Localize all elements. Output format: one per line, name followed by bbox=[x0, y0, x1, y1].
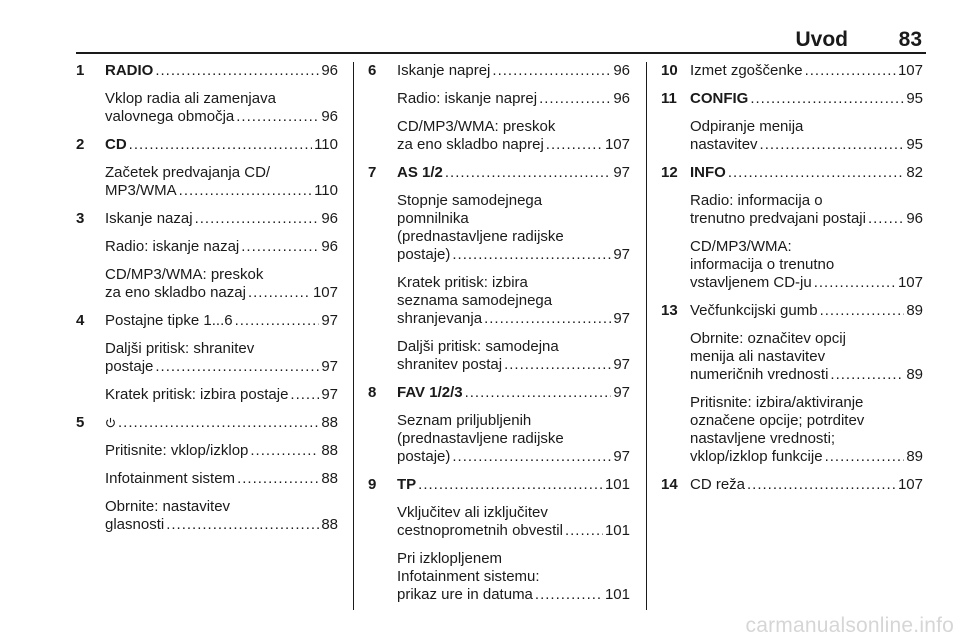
subentry-text: Kratek pritisk: izbira bbox=[397, 274, 528, 291]
subentry-text: Radio: iskanje nazaj bbox=[105, 238, 240, 255]
index-item-13 bbox=[661, 302, 923, 466]
item-label: CD bbox=[105, 136, 127, 153]
subentry-text: prikaz ure in datuma bbox=[397, 586, 533, 603]
item-label: Postajne tipke 1...6 bbox=[105, 312, 233, 329]
index-item-11 bbox=[661, 90, 923, 154]
page-ref[interactable]: 88 bbox=[321, 516, 338, 533]
item-number: 6 bbox=[368, 62, 377, 79]
item-number: 4 bbox=[76, 312, 85, 329]
page-header bbox=[76, 28, 926, 52]
item-label: CD reža bbox=[690, 476, 746, 493]
subentry-text: MP3/WMA bbox=[105, 182, 177, 199]
item-number: 14 bbox=[661, 476, 678, 493]
page-ref[interactable]: 97 bbox=[613, 384, 630, 401]
subentry-text: valovnega območja bbox=[105, 108, 235, 125]
subentry-text: shranitev postaj bbox=[397, 356, 503, 373]
index-item-8 bbox=[368, 384, 630, 466]
subentry-text: Odpiranje menija bbox=[690, 118, 804, 135]
item-number: 1 bbox=[76, 62, 85, 79]
subentry-text: informacija o trenutno bbox=[690, 256, 835, 273]
index-item-9 bbox=[368, 476, 630, 604]
page-ref[interactable]: 96 bbox=[321, 108, 338, 125]
subentry-text: numeričnih vrednosti bbox=[690, 366, 829, 383]
subentry-text: vklop/izklop funkcije bbox=[690, 448, 823, 465]
item-label: Izmet zgoščenke bbox=[690, 62, 803, 79]
item-number: 8 bbox=[368, 384, 377, 401]
page-ref[interactable]: 96 bbox=[321, 210, 338, 227]
page-ref[interactable]: 97 bbox=[613, 356, 630, 373]
column-divider bbox=[353, 62, 354, 610]
index-item-6 bbox=[368, 62, 630, 154]
header-rule bbox=[76, 52, 926, 54]
index-item-3 bbox=[76, 210, 338, 302]
subentry-text: Začetek predvajanja CD/ bbox=[105, 164, 271, 181]
subentry-text: trenutno predvajani postaji bbox=[690, 210, 866, 227]
subentry-text: CD/MP3/WMA: preskok bbox=[397, 118, 556, 135]
subentry-text: Seznam priljubljenih bbox=[397, 412, 532, 429]
subentry-text: Radio: iskanje naprej bbox=[397, 90, 538, 107]
item-number: 9 bbox=[368, 476, 377, 493]
item-label: FAV 1/2/3 bbox=[397, 384, 463, 401]
page-ref[interactable]: 96 bbox=[321, 238, 338, 255]
page-ref[interactable]: 107 bbox=[897, 274, 923, 291]
subentry-text: Vključitev ali izključitev bbox=[397, 504, 548, 521]
index-item-2 bbox=[76, 136, 338, 200]
subentry-text: (prednastavljene radijske bbox=[397, 228, 564, 245]
page-ref[interactable]: 96 bbox=[321, 62, 338, 79]
item-label: Večfunkcijski gumb bbox=[690, 302, 818, 319]
index-item-5 bbox=[76, 414, 338, 534]
index-column-2 bbox=[368, 62, 630, 604]
page-ref[interactable]: 96 bbox=[906, 210, 923, 227]
subentry-text: postaje bbox=[105, 358, 154, 375]
item-number: 7 bbox=[368, 164, 377, 181]
page-ref[interactable]: 107 bbox=[604, 136, 630, 153]
page-ref[interactable]: 107 bbox=[897, 62, 923, 79]
page-ref[interactable]: 110 bbox=[314, 136, 338, 153]
page-ref[interactable]: 82 bbox=[906, 164, 923, 181]
item-number: 12 bbox=[661, 164, 678, 181]
page-ref[interactable]: 89 bbox=[906, 366, 923, 383]
page-ref[interactable]: 107 bbox=[897, 476, 923, 493]
item-label: CONFIG bbox=[690, 90, 749, 107]
subentry-text: Daljši pritisk: samodejna bbox=[397, 338, 559, 355]
subentry-text: Infotainment sistem bbox=[105, 470, 236, 487]
subentry-text: menija ali nastavitev bbox=[690, 348, 826, 365]
page-ref[interactable]: 101 bbox=[604, 476, 630, 493]
item-number: 2 bbox=[76, 136, 85, 153]
page-ref[interactable]: 97 bbox=[321, 386, 338, 403]
item-label: INFO bbox=[690, 164, 726, 181]
page-ref[interactable]: 88 bbox=[321, 414, 338, 431]
subentry-text: Infotainment sistemu: bbox=[397, 568, 540, 585]
index-column-1 bbox=[76, 62, 338, 534]
column-divider bbox=[646, 62, 647, 610]
subentry-text: nastavitev bbox=[690, 136, 758, 153]
page-ref[interactable]: 88 bbox=[321, 442, 338, 459]
subentry-text: postaje) bbox=[397, 246, 451, 263]
item-number: 5 bbox=[76, 414, 85, 431]
page-ref[interactable]: 110 bbox=[314, 182, 338, 199]
page-ref[interactable]: 101 bbox=[604, 522, 630, 539]
subentry-text: Pritisnite: vklop/izklop bbox=[105, 442, 249, 459]
subentry-text: Pritisnite: izbira/aktiviranje bbox=[690, 394, 864, 411]
page-ref[interactable]: 88 bbox=[321, 470, 338, 487]
page-ref[interactable]: 97 bbox=[321, 358, 338, 375]
page-ref[interactable]: 97 bbox=[321, 312, 338, 329]
subentry-text: vstavljenem CD-ju bbox=[690, 274, 812, 291]
index-item-1 bbox=[76, 62, 338, 126]
index-item-4 bbox=[76, 312, 338, 404]
index-item-14 bbox=[661, 476, 923, 494]
item-label: Iskanje naprej bbox=[397, 62, 491, 79]
subentry-text: Vklop radia ali zamenjava bbox=[105, 90, 276, 107]
index-item-7 bbox=[368, 164, 630, 374]
subentry-text: nastavljene vrednosti; bbox=[690, 430, 836, 447]
item-label: RADIO bbox=[105, 62, 154, 79]
subentry-text: za eno skladbo naprej bbox=[397, 136, 544, 153]
page-ref[interactable]: 89 bbox=[906, 448, 923, 465]
subentry-text: Pri izklopljenem bbox=[397, 550, 503, 567]
page-ref[interactable]: 101 bbox=[604, 586, 630, 603]
subentry-text: CD/MP3/WMA: preskok bbox=[105, 266, 264, 283]
index-item-12 bbox=[661, 164, 923, 292]
page-ref[interactable]: 97 bbox=[613, 310, 630, 327]
power-icon bbox=[105, 414, 116, 432]
page-number: 83 bbox=[898, 28, 922, 51]
item-number: 3 bbox=[76, 210, 85, 227]
subentry-text: seznama samodejnega bbox=[397, 292, 553, 309]
page-ref[interactable]: 95 bbox=[906, 136, 923, 153]
item-label: AS 1/2 bbox=[397, 164, 443, 181]
subentry-text: shranjevanja bbox=[397, 310, 483, 327]
page-ref[interactable]: 97 bbox=[613, 448, 630, 465]
subentry-text: Obrnite: označitev opcij bbox=[690, 330, 846, 347]
subentry-text: Radio: informacija o bbox=[690, 192, 823, 209]
item-label: TP bbox=[397, 476, 417, 493]
item-number: 11 bbox=[661, 90, 677, 107]
subentry-text: postaje) bbox=[397, 448, 451, 465]
subentry-text: CD/MP3/WMA: bbox=[690, 238, 792, 255]
subentry-text: Daljši pritisk: shranitev bbox=[105, 340, 255, 357]
subentry-text: glasnosti bbox=[105, 516, 165, 533]
section-title: Uvod bbox=[795, 28, 848, 51]
subentry-text: cestnoprometnih obvestil bbox=[397, 522, 563, 539]
page-ref[interactable]: 96 bbox=[613, 90, 630, 107]
subentry-text: označene opcije; potrditev bbox=[690, 412, 865, 429]
watermark: carmanualsonline.info bbox=[745, 614, 954, 637]
subentry-text: Stopnje samodejnega bbox=[397, 192, 543, 209]
index-column-3 bbox=[661, 62, 923, 494]
page-ref[interactable]: 97 bbox=[613, 246, 630, 263]
subentry-text: za eno skladbo nazaj bbox=[105, 284, 246, 301]
subentry-text: Obrnite: nastavitev bbox=[105, 498, 231, 515]
item-number: 13 bbox=[661, 302, 678, 319]
item-number: 10 bbox=[661, 62, 678, 79]
page-ref[interactable]: 107 bbox=[312, 284, 338, 301]
page-ref[interactable]: 97 bbox=[613, 164, 630, 181]
subentry-text: Kratek pritisk: izbira postaje bbox=[105, 386, 289, 403]
subentry-text: (prednastavljene radijske bbox=[397, 430, 564, 447]
page-ref[interactable]: 89 bbox=[906, 302, 923, 319]
page-ref[interactable]: 95 bbox=[906, 90, 923, 107]
item-label: Iskanje nazaj bbox=[105, 210, 193, 227]
page-ref[interactable]: 96 bbox=[613, 62, 630, 79]
index-item-10 bbox=[661, 62, 923, 80]
subentry-text: pomnilnika bbox=[397, 210, 469, 227]
